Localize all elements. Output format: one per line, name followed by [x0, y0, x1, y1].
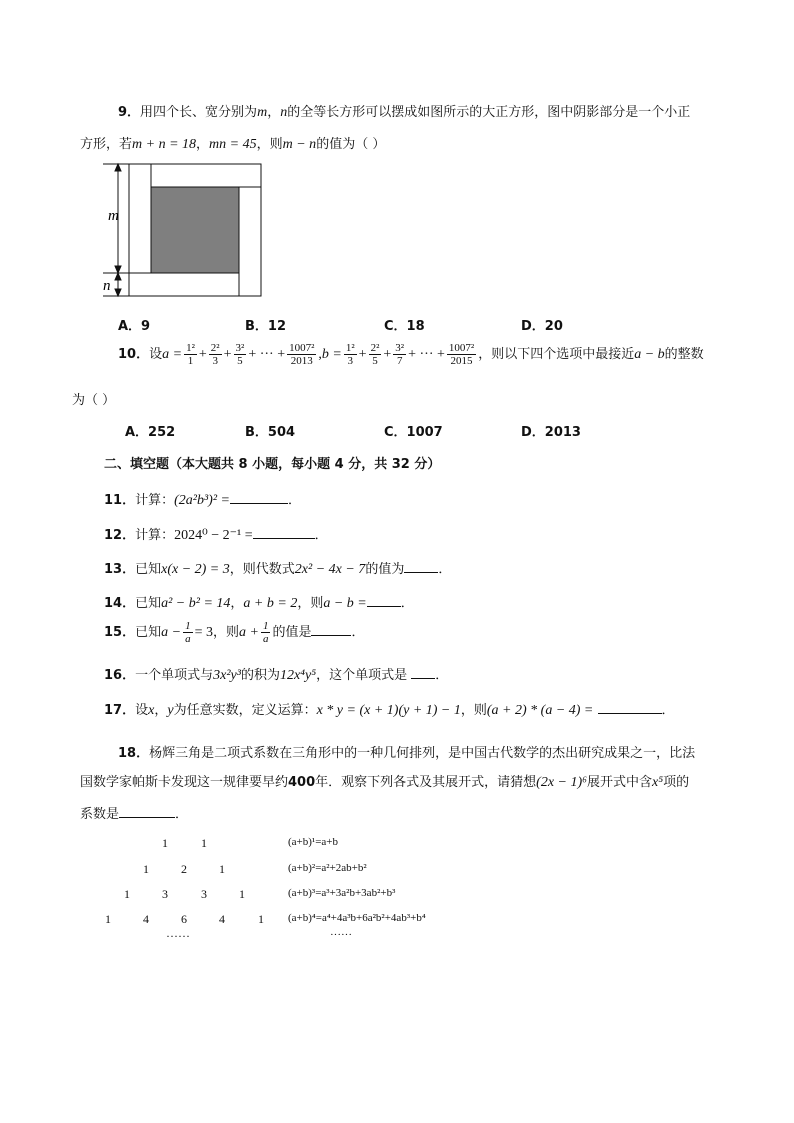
q9-option-a[interactable]: A．9 — [118, 319, 151, 334]
triangle-cell: 1 — [162, 836, 168, 850]
q15-answer-blank[interactable] — [311, 635, 351, 636]
q10-b-term-n: $\frac{\text{1007²}}{2015}$ — [448, 342, 475, 367]
rect-left — [129, 164, 151, 273]
q10-option-c[interactable]: C．1007 — [384, 425, 443, 440]
expansion-3: (a+b)³=a³+3a²b+3ab²+b³ — [288, 887, 396, 899]
q18-answer-blank[interactable] — [119, 817, 175, 818]
triangle-cell: 1 — [201, 836, 207, 850]
q10-b-term-1: $\frac{\text{1²}}{3}$ — [345, 342, 355, 367]
q15-frac-1: $\frac{1}{a}$ — [185, 620, 191, 645]
fig-label-n: n — [103, 278, 111, 294]
q15-frac-2: $\frac{1}{a}$ — [262, 620, 269, 645]
triangle-cell: 4 — [143, 912, 149, 926]
q10-option-d[interactable]: D．2013 — [521, 425, 581, 440]
q17-answer-blank[interactable] — [598, 713, 662, 714]
q12-answer-blank[interactable] — [253, 538, 315, 539]
q11: 11．计算：(2a²b³)² = ． — [104, 493, 301, 508]
q9-option-d[interactable]: D．20 — [521, 319, 563, 334]
expansion-2: (a+b)²=a²+2ab+b² — [288, 862, 367, 874]
q14-answer-blank[interactable] — [367, 606, 401, 607]
triangle-cell: 3 — [201, 887, 207, 901]
triangle-cell: 1 — [143, 862, 149, 876]
q15: 15．已知a − $\frac{1}{a}$ = 3，则a + $\frac{1}{a}$ 的值是 ． — [104, 620, 365, 645]
q10-a-term-3: $\frac{\text{3²}}{5}$ — [235, 342, 245, 367]
q9-option-b[interactable]: B．12 — [245, 319, 286, 334]
triangle-cell: 4 — [219, 912, 225, 926]
q18-line3: 系数是 ． — [80, 807, 189, 822]
triangle-cell: 1 — [105, 912, 111, 926]
triangle-cell: 1 — [219, 862, 225, 876]
q10-line2: 为（ ） — [72, 393, 116, 408]
q9-line2: 方形，若m + n = 18，mn = 45，则m − n的值为（ ） — [80, 137, 386, 152]
q10-a-term-2: $\frac{\text{2²}}{3}$ — [210, 342, 220, 367]
triangle-cell: 1 — [239, 887, 245, 901]
q18-line1: 18．杨辉三角是二项式系数在三角形中的一种几何排列，是中国古代数学的杰出研究成果之一，比法 — [118, 746, 696, 761]
q10-line1: 10．设a = $\frac{\text{1²}}{1}$ + $\frac{\text{2²}}{3}$ + $\frac{\text{3²}}{5}$ + ··· + $\frac{\text{1007²}}{2013}$ ,b = $\frac{\text{1²}}{3}$ + $\frac{\text{2²}}{5}$ + $\frac{\text{3²}}{7}$ + ··· + $\frac{\text{1007²}}{2015}$ ，则以下四个选项中最接近a − b的整数 — [118, 342, 704, 367]
shaded-square — [151, 187, 239, 273]
triangle-ellipsis: ······ — [166, 929, 190, 943]
expansion-4: (a+b)⁴=a⁴+4a³b+6a²b²+4ab³+b⁴ — [288, 912, 426, 924]
expansion-1: (a+b)¹=a+b — [288, 836, 338, 848]
expansion-ellipsis: ······ — [330, 929, 352, 941]
q13-answer-blank[interactable] — [404, 572, 438, 573]
q9-figure — [100, 160, 270, 300]
q10-option-a[interactable]: A．252 — [125, 425, 176, 440]
q10-option-b[interactable]: B．504 — [245, 425, 296, 440]
section-heading-fill-in: 二、填空题（本大题共 8 小题，每小题 4 分，共 32 分） — [104, 457, 441, 472]
q11-answer-blank[interactable] — [230, 503, 288, 504]
triangle-cell: 3 — [162, 887, 168, 901]
q16-answer-blank[interactable] — [411, 678, 435, 679]
triangle-cell: 1 — [124, 887, 130, 901]
triangle-cell: 2 — [181, 862, 187, 876]
q9-line1: 9．用四个长、宽分别为m，n的全等长方形可以摆成如图所示的大正方形，图中阴影部分是一个小正 — [118, 105, 691, 120]
rect-bottom — [129, 273, 239, 296]
triangle-cell: 6 — [181, 912, 187, 926]
q18-line2: 国数学家帕斯卡发现这一规律要早约400年．观察下列各式及其展开式，请猜想(2x − 1)⁶展开式中含x⁵项的 — [80, 775, 690, 790]
q17: 17．设x，y为任意实数，定义运算：x * y = (x + 1)(y + 1) − 1，则(a + 2) * (a − 4) = ． — [104, 703, 675, 718]
fig-label-m: m — [108, 208, 119, 224]
q10-b-term-3: $\frac{\text{3²}}{7}$ — [395, 342, 405, 367]
q10-b-term-2: $\frac{\text{2²}}{5}$ — [370, 342, 380, 367]
rect-right — [239, 187, 261, 296]
triangle-cell: 1 — [258, 912, 264, 926]
q16: 16．一个单项式与3x²y³的积为12x⁴y⁵，这个单项式是 ． — [104, 668, 449, 683]
q14: 14．已知a² − b² = 14，a + b = 2，则a − b = ． — [104, 596, 414, 611]
q10-a-term-n: $\frac{\text{1007²}}{2013}$ — [289, 342, 315, 367]
q13: 13．已知x(x − 2) = 3，则代数式2x² − 4x − 7的值为 ． — [104, 562, 452, 577]
rect-top — [151, 164, 261, 187]
q12: 12．计算：2024⁰ − 2⁻¹ = ． — [104, 528, 328, 543]
q10-a-term-1: $\frac{\text{1²}}{1}$ — [186, 342, 195, 367]
q9-option-c[interactable]: C．18 — [384, 319, 425, 334]
